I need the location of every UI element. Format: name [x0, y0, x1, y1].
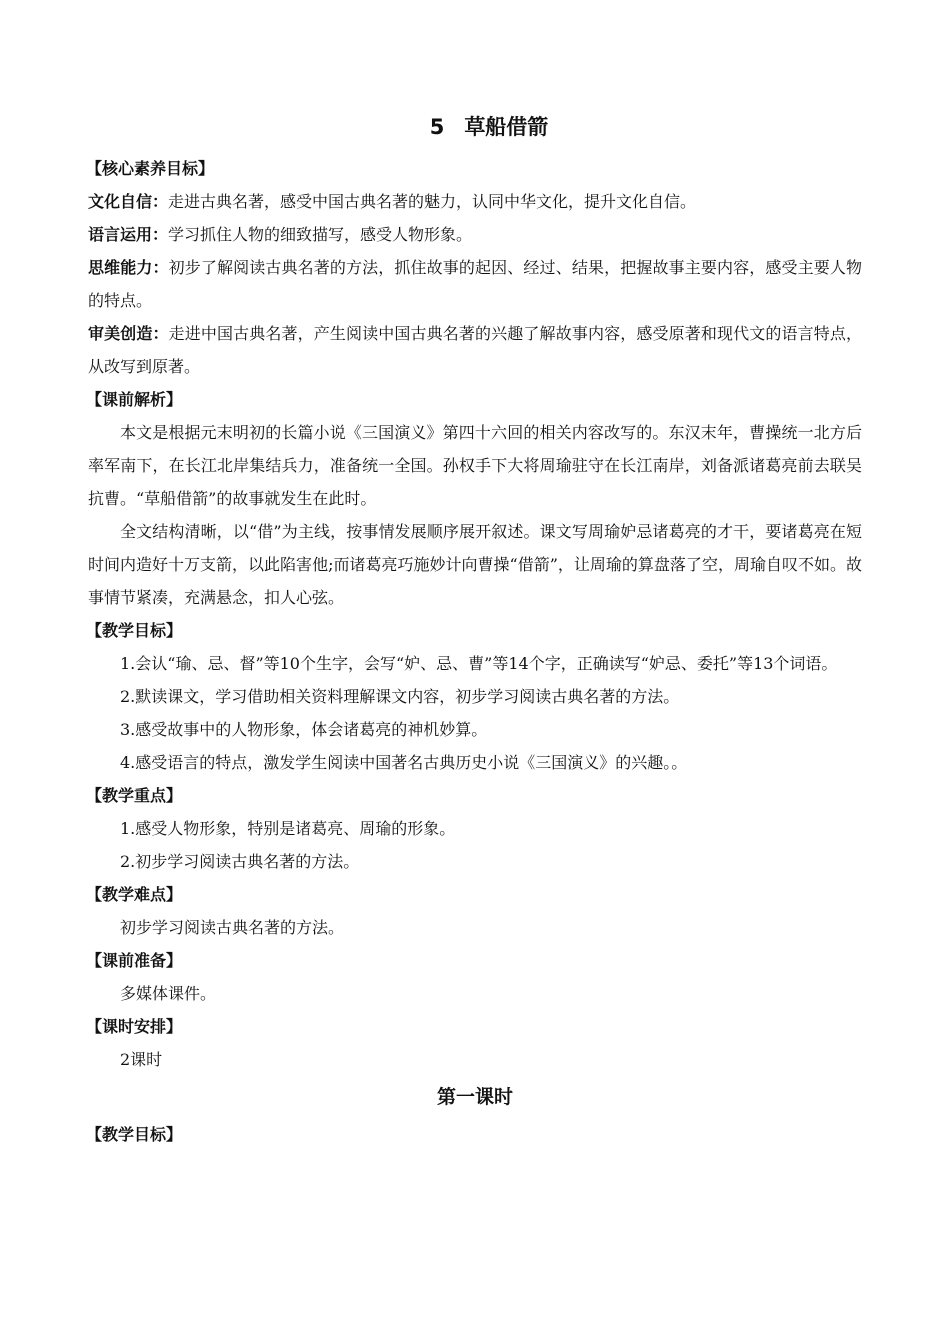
teaching-goals-heading: 【教学目标】	[86, 621, 183, 640]
analysis-paragraph: 本文是根据元末明初的长篇小说《三国演义》第四十六回的相关内容改写的。东汉末年，曹操统一北方后率军南下，在长江北岸集结兵力，准备统一全国。孙权手下大将周瑜驻守在长江南岸，刘备派诸葛亮前去联吴抗曹。“草船借箭”的故事就发生在此时。	[88, 423, 862, 508]
key-point-item: 2.初步学习阅读古典名著的方法。	[120, 852, 360, 871]
preparation-text: 多媒体课件。	[120, 984, 217, 1003]
schedule-heading: 【课时安排】	[86, 1017, 183, 1036]
core-goal-text: 走进古典名著，感受中国古典名著的魅力，认同中华文化，提升文化自信。	[168, 192, 697, 211]
teaching-goal-item: 4.感受语言的特点，激发学生阅读中国著名古典历史小说《三国演义》的兴趣。。	[120, 753, 688, 772]
core-goal-text: 学习抓住人物的细致描写，感受人物形象。	[168, 225, 473, 244]
teaching-goal-item: 3.感受故事中的人物形象，体会诸葛亮的神机妙算。	[120, 720, 488, 739]
teaching-goal-item: 1.会认“瑜、忌、督”等10个生字，会写“妒、忌、曹”等14个字，正确读写“妒忌、委托”等13个词语。	[120, 654, 838, 673]
document-page	[88, 112, 862, 1151]
core-goal-label: 审美创造：	[88, 324, 169, 343]
difficulties-heading: 【教学难点】	[86, 885, 183, 904]
lesson-title	[88, 112, 862, 152]
core-goal-thinking	[88, 251, 862, 317]
difficulties-text: 初步学习阅读古典名著的方法。	[120, 918, 345, 937]
lesson-one-title: 第一课时	[436, 1086, 513, 1108]
core-goal-text: 初步了解阅读古典名著的方法，抓住故事的起因、经过、结果，把握故事主要内容，感受主要人物的特点。	[88, 258, 862, 310]
core-goals-heading: 【核心素养目标】	[86, 159, 215, 178]
key-point-item: 1.感受人物形象，特别是诸葛亮、周瑜的形象。	[120, 819, 456, 838]
teaching-goal-item: 2.默读课文，学习借助相关资料理解课文内容，初步学习阅读古典名著的方法。	[120, 687, 680, 706]
key-points-heading: 【教学重点】	[86, 786, 183, 805]
analysis-paragraph: 全文结构清晰，以“借”为主线，按事情发展顺序展开叙述。课文写周瑜妒忌诸葛亮的才干，要诸葛亮在短时间内造好十万支箭，以此陷害他;而诸葛亮巧施妙计向曹操“借箭”，让周瑜的算盘落了空，周瑜自叹不如。故事情节紧凑，充满悬念，扣人心弦。	[88, 522, 862, 607]
preparation-heading: 【课前准备】	[86, 951, 183, 970]
core-goal-label: 语言运用：	[88, 225, 169, 244]
core-goal-language	[88, 218, 862, 251]
schedule-text: 2课时	[120, 1050, 163, 1069]
core-goal-text: 走进中国古典名著，产生阅读中国古典名著的兴趣了解故事内容，感受原著和现代文的语言特点，从改写到原著。	[88, 324, 862, 376]
core-goal-label: 文化自信：	[88, 192, 169, 211]
core-goal-aesthetic	[88, 317, 862, 383]
lesson-number: 5	[429, 115, 445, 139]
lesson-name: 草船借箭	[464, 115, 549, 139]
analysis-heading: 【课前解析】	[86, 390, 183, 409]
lesson-one-goals-heading: 【教学目标】	[86, 1125, 183, 1144]
core-goal-label: 思维能力：	[88, 258, 169, 277]
core-goal-culture	[88, 185, 862, 218]
